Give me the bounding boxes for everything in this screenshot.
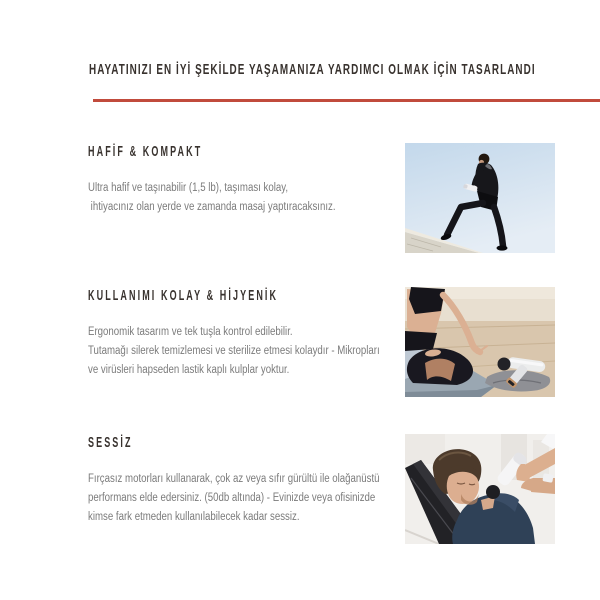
photo-illustration-outdoor xyxy=(405,143,555,253)
photo-illustration-massage xyxy=(405,434,555,544)
feature-heading: KULLANIMI KOLAY & HİJYENİK xyxy=(88,287,279,304)
feature-description xyxy=(88,179,424,217)
photo-illustration-yoga xyxy=(405,287,555,397)
feature-photo-yoga-meditation-massage-gun xyxy=(405,287,555,397)
feature-section-quiet xyxy=(88,434,600,584)
feature-photo-back-massage-session xyxy=(405,434,555,544)
feature-description-line: Fırçasız motorları kullanarak, çok az veya sıfır gürültü ile olağanüstü xyxy=(88,473,380,485)
feature-description-line: ve virüsleri hapseden lastik kaplı kulplar yoktur. xyxy=(88,364,290,376)
feature-heading: SESSİZ xyxy=(88,434,133,451)
feature-heading: HAFİF & KOMPAKT xyxy=(88,143,203,160)
feature-section-easy-hygienic xyxy=(88,287,600,437)
feature-description-line: Tutamağı silerek temizlemesi ve sterilize etmesi kolaydır - Mikropları xyxy=(88,345,380,357)
page-title: HAYATINIZI EN İYİ ŞEKİLDE YAŞAMANIZA YARDIMCI OLMAK İÇİN TASARLANDI xyxy=(89,61,536,78)
feature-description xyxy=(88,323,424,380)
feature-description-line: ihtiyacınız olan yerde ve zamanda masaj yaptıracaksınız. xyxy=(88,201,336,213)
feature-description xyxy=(88,470,424,527)
feature-description-line: performans elde edersiniz. (50db altında) - Evinizde veya ofisinizde xyxy=(88,492,376,504)
feature-description-line: Ergonomik tasarım ve tek tuşla kontrol edilebilir. xyxy=(88,326,293,338)
feature-photo-man-outdoor-massage-gun xyxy=(405,143,555,253)
title-underline xyxy=(93,99,600,102)
feature-description-line: kimse fark etmeden kullanılabilecek kadar sessiz. xyxy=(88,511,300,523)
feature-section-lightweight xyxy=(88,143,600,293)
feature-description-line: Ultra hafif ve taşınabilir (1,5 lb), taşıması kolay, xyxy=(88,182,289,194)
